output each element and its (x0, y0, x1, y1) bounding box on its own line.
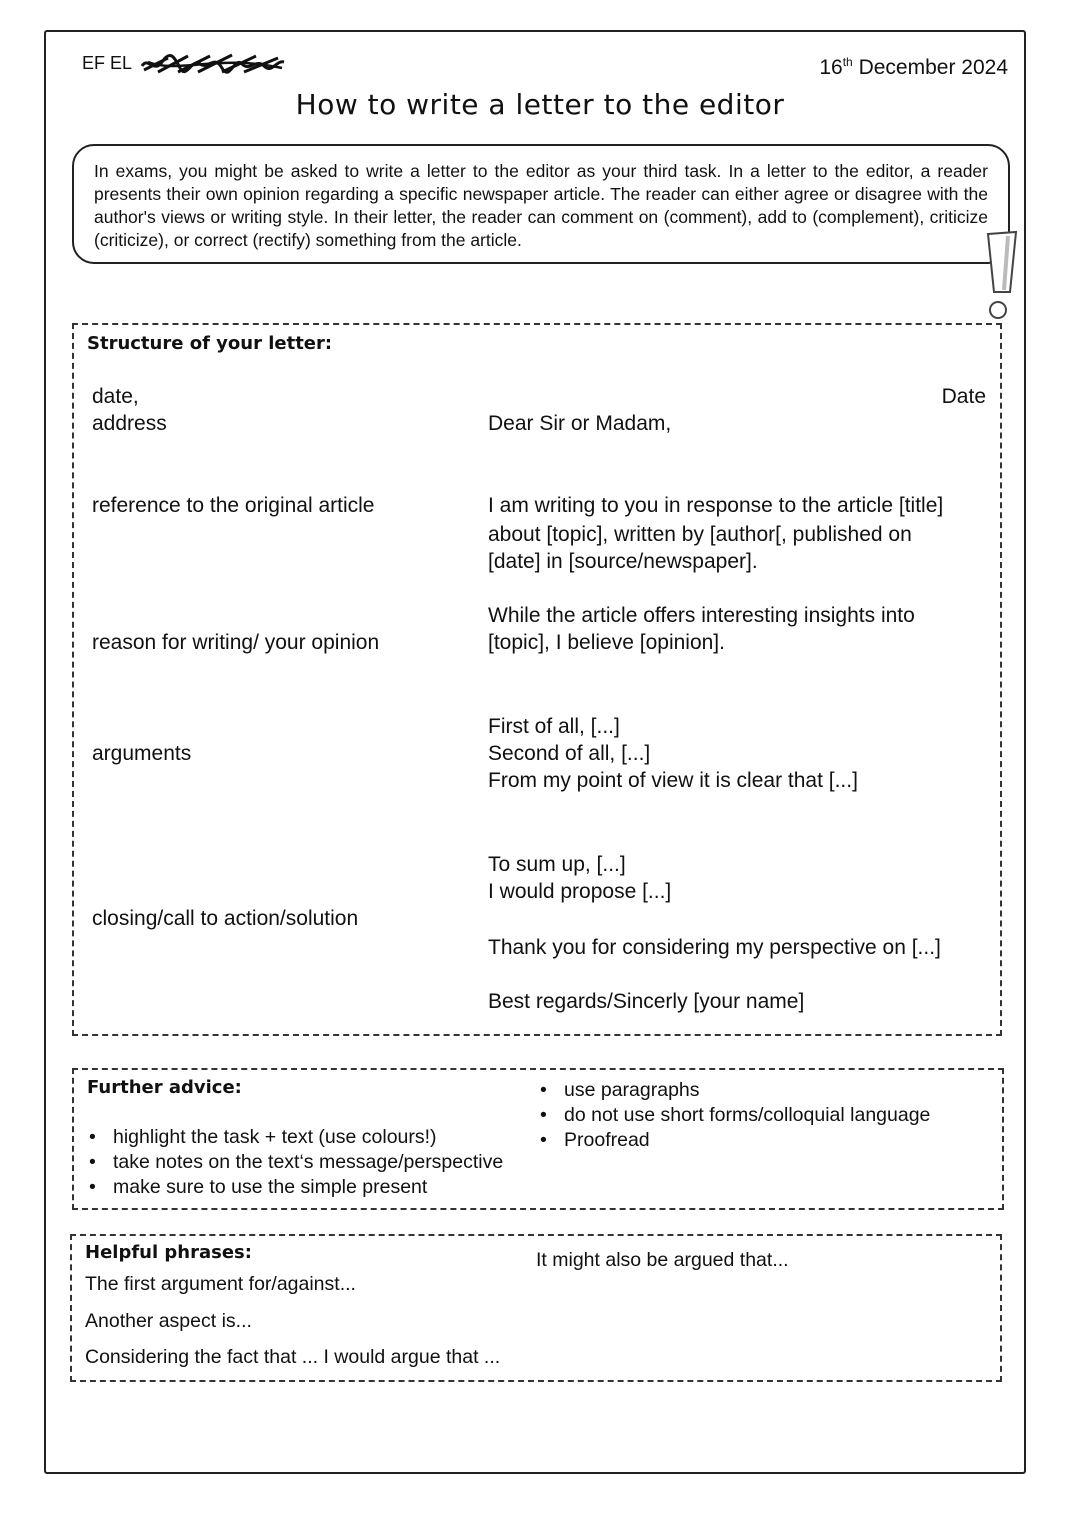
structure-heading: Structure of your letter: (87, 333, 333, 354)
exclamation-icon (982, 230, 1022, 322)
advice-item: • highlight the task + text (use colours!) (87, 1125, 503, 1150)
label-date: date, (92, 385, 139, 408)
advice-item: • Proofread (538, 1128, 930, 1153)
intro-text: In exams, you might be asked to write a letter to the editor as your third task. In a letter to the editor, a reader presents their own opinion regarding a specific newspaper article. The reader can either agree or disagree with the author's views or writing style. In their letter, the reader can comment on (comment), add to (complement), criticize (criticize), or correct (rectify) something from the article. (94, 161, 988, 250)
example-salutation: Dear Sir or Madam, (488, 412, 672, 435)
advice-item: • make sure to use the simple present (87, 1175, 503, 1200)
phrase-item: Another aspect is... (85, 1310, 252, 1332)
example-opinion-line: While the article offers interesting insights into (488, 604, 915, 627)
label-closing: closing/call to action/solution (92, 907, 359, 930)
example-argument-line: Second of all, [...] (488, 742, 651, 765)
scribbled-name (138, 52, 288, 76)
label-address: address (92, 412, 167, 435)
example-opinion-line: [topic], I believe [opinion]. (488, 631, 725, 654)
intro-box (72, 144, 1010, 264)
document-date (819, 55, 1008, 80)
example-reference-line: about [topic], written by [author[, published on (488, 523, 912, 546)
advice-list-left (87, 1125, 503, 1200)
date-day: 16 (819, 56, 843, 79)
phrase-item: It might also be argued that... (536, 1249, 789, 1271)
label-arguments: arguments (92, 742, 192, 765)
example-closing-line: Thank you for considering my perspective on [...] (488, 936, 941, 959)
advice-item: • use paragraphs (538, 1078, 930, 1103)
example-argument-line: From my point of view it is clear that [...] (488, 769, 858, 792)
advice-item: • take notes on the text‘s message/perspective (87, 1150, 503, 1175)
phrases-heading: Helpful phrases: (85, 1242, 252, 1263)
example-reference-line: [date] in [source/newspaper]. (488, 550, 758, 573)
advice-item: • do not use short forms/colloquial language (538, 1103, 930, 1128)
class-label-text: EF EL (82, 52, 132, 73)
example-signoff: Best regards/Sincerly [your name] (488, 990, 805, 1013)
example-argument-line: First of all, [...] (488, 715, 620, 738)
advice-heading: Further advice: (87, 1077, 242, 1098)
date-rest: December 2024 (858, 56, 1008, 79)
example-closing-line: To sum up, [...] (488, 853, 626, 876)
class-label (82, 52, 288, 76)
advice-list-right (538, 1078, 930, 1153)
phrase-item: Considering the fact that ... I would argue that ... (85, 1346, 501, 1368)
date-suffix: th (842, 55, 853, 69)
phrase-item: The first argument for/against... (85, 1273, 356, 1295)
label-reason: reason for writing/ your opinion (92, 631, 380, 654)
example-closing-line: I would propose [...] (488, 880, 672, 903)
example-reference-line: I am writing to you in response to the article [title] (488, 494, 944, 517)
label-reference: reference to the original article (92, 494, 375, 517)
page-title: How to write a letter to the editor (295, 88, 785, 121)
example-date: Date (941, 385, 986, 408)
